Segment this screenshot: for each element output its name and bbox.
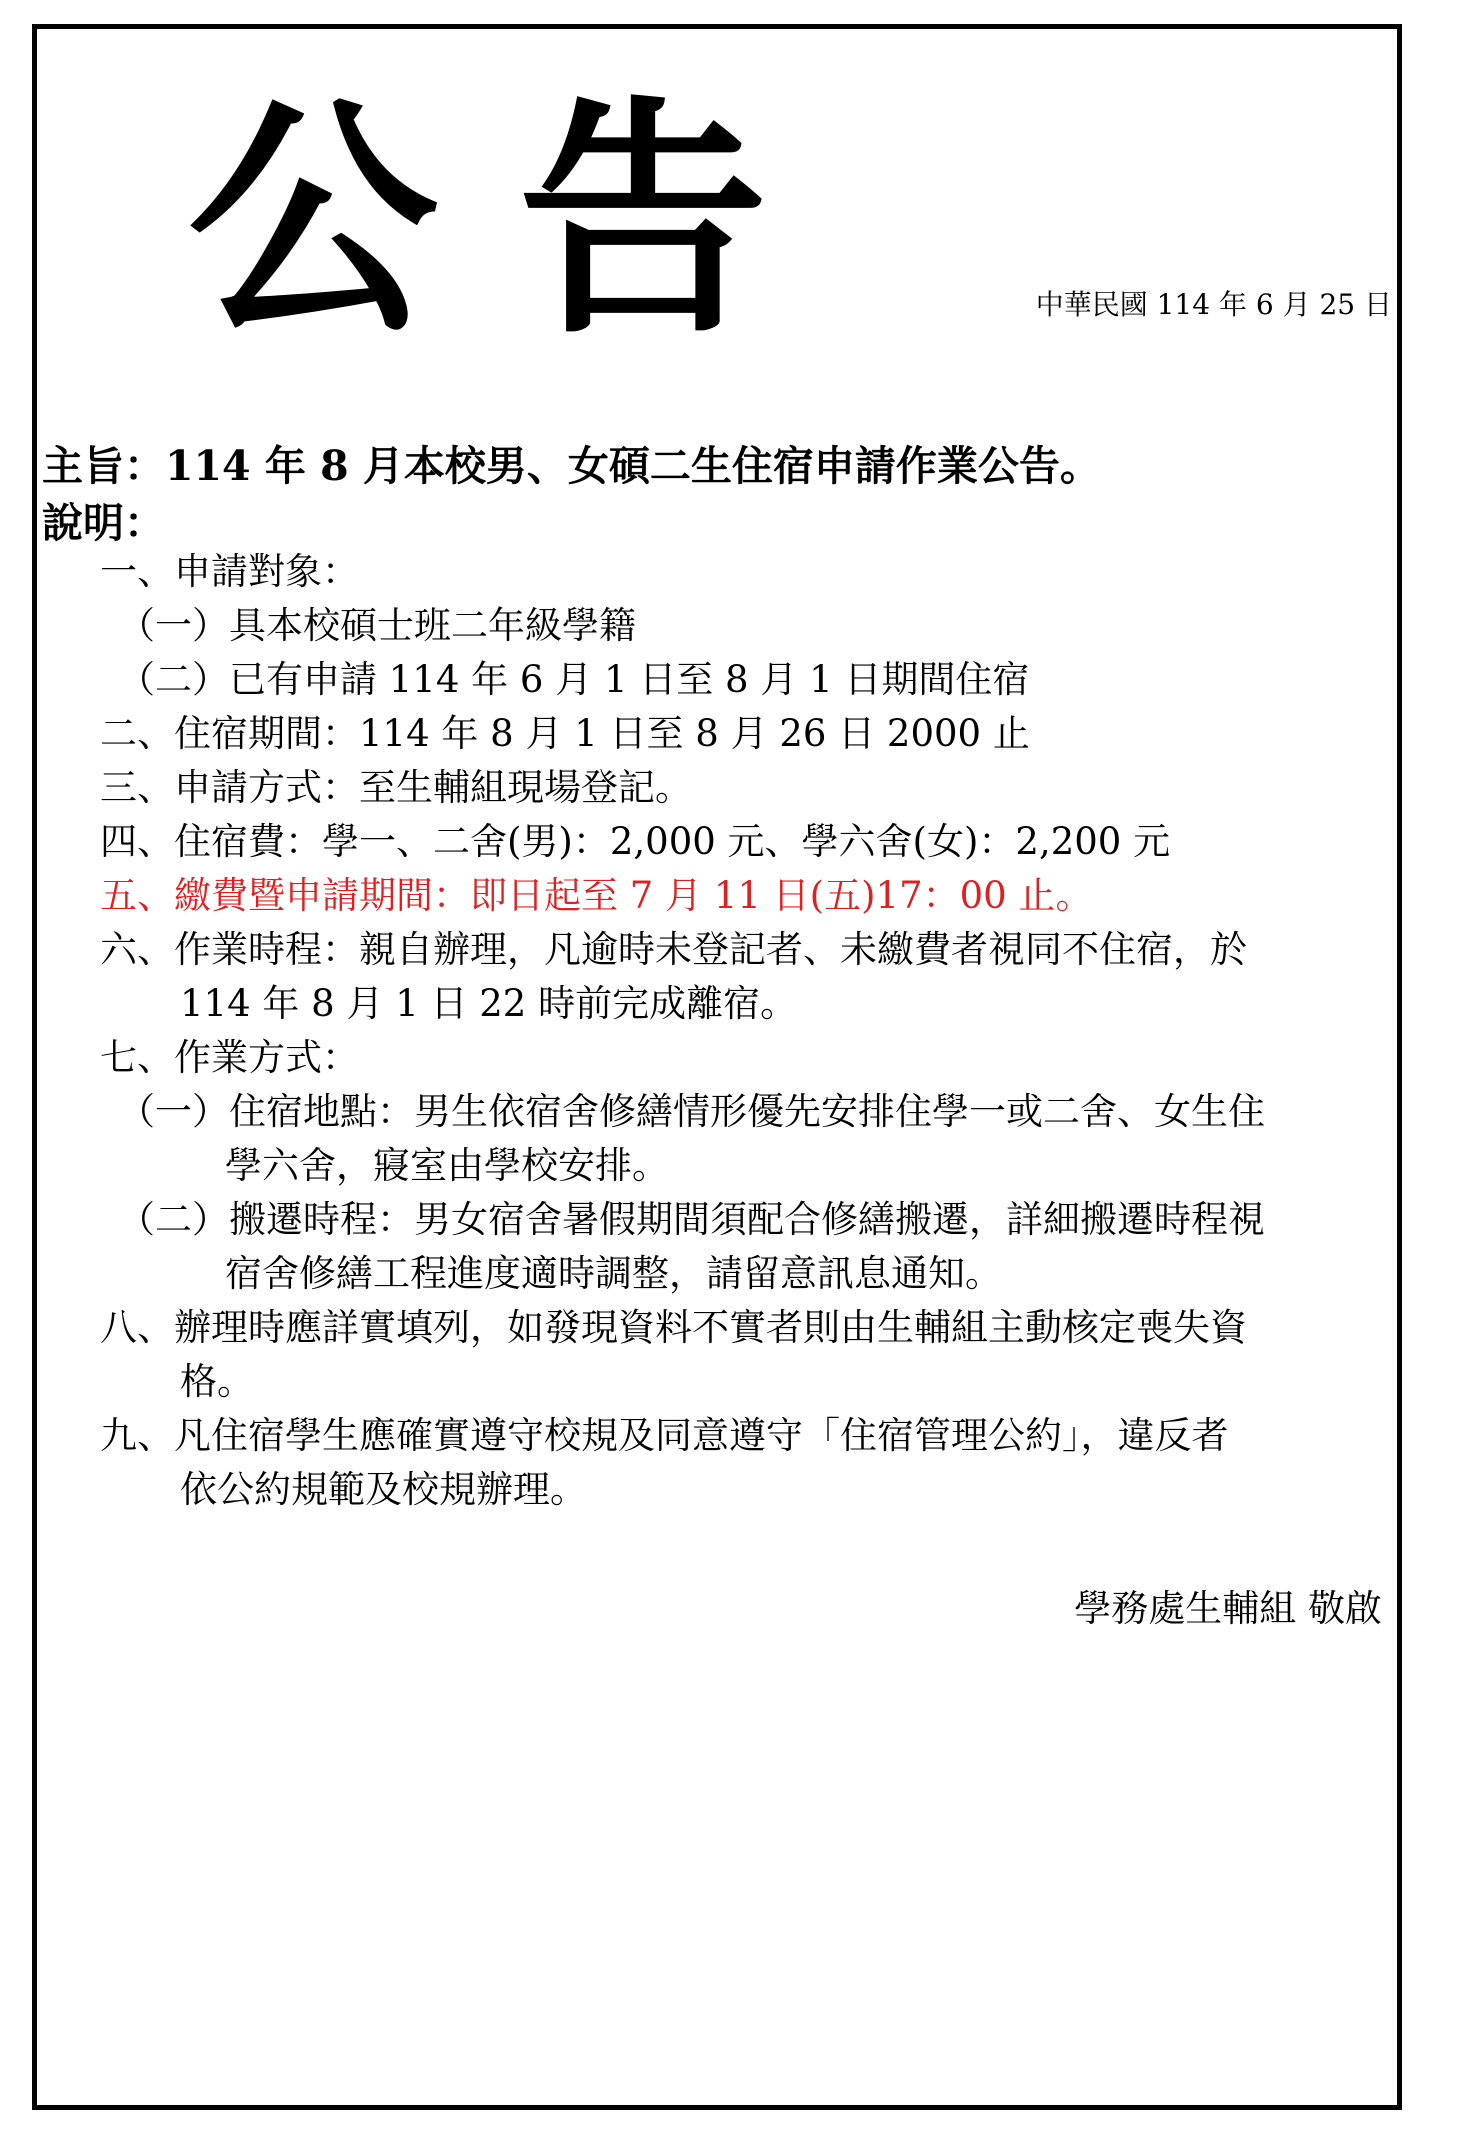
item-stay-period: 二、住宿期間：114 年 8 月 1 日至 8 月 26 日 2000 止 xyxy=(100,712,1030,755)
item-procedure: 七、作業方式： xyxy=(100,1036,359,1079)
item-applicants: 一、申請對象： xyxy=(100,550,359,593)
item-applicants-b: （二）已有申請 114 年 6 月 1 日至 8 月 1 日期間住宿 xyxy=(118,658,1030,701)
title-char-gao: 告 xyxy=(518,76,848,367)
notice-date: 中華民國 114 年 6 月 25 日 xyxy=(1035,288,1392,321)
item-payment-deadline: 五、繳費暨申請期間：即日起至 7 月 11 日(五)17：00 止。 xyxy=(100,874,1093,917)
item-procedure-location: （一）住宿地點：男生依宿舍修繕情形優先安排住學一或二舍、女生住 xyxy=(118,1090,1265,1133)
item-accuracy: 八、辦理時應詳實填列，如發現資料不實者則由生輔組主動核定喪失資 xyxy=(100,1306,1247,1349)
title-char-gong: 公 xyxy=(188,76,518,367)
notice-title xyxy=(188,76,848,367)
item-procedure-move: （二）搬遷時程：男女宿舍暑假期間須配合修繕搬遷，詳細搬遷時程視 xyxy=(118,1198,1265,1241)
notice-signoff: 學務處生輔組 敬啟 xyxy=(1074,1587,1382,1630)
notice-subject: 主旨：114 年 8 月本校男、女碩二生住宿申請作業公告。 xyxy=(42,442,1101,490)
item-schedule-cont: 114 年 8 月 1 日 22 時前完成離宿。 xyxy=(180,982,798,1025)
item-rules: 九、凡住宿學生應確實遵守校規及同意遵守「住宿管理公約」，違反者 xyxy=(100,1414,1229,1457)
notice-body xyxy=(100,545,1380,1517)
item-procedure-location-cont: 學六舍，寢室由學校安排。 xyxy=(225,1144,669,1187)
item-schedule: 六、作業時程：親自辦理，凡逾時未登記者、未繳費者視同不住宿，於 xyxy=(100,928,1247,971)
item-rules-cont: 依公約規範及校規辦理。 xyxy=(180,1468,587,1511)
item-fees: 四、住宿費：學一、二舍(男)：2,000 元、學六舍(女)：2,200 元 xyxy=(100,820,1171,863)
item-applicants-a: （一）具本校碩士班二年級學籍 xyxy=(118,604,636,647)
item-procedure-move-cont: 宿舍修繕工程進度適時調整，請留意訊息通知。 xyxy=(225,1252,1002,1295)
description-label: 說明： xyxy=(42,499,165,547)
item-apply-method: 三、申請方式：至生輔組現場登記。 xyxy=(100,766,692,809)
item-accuracy-cont: 格。 xyxy=(180,1360,254,1403)
